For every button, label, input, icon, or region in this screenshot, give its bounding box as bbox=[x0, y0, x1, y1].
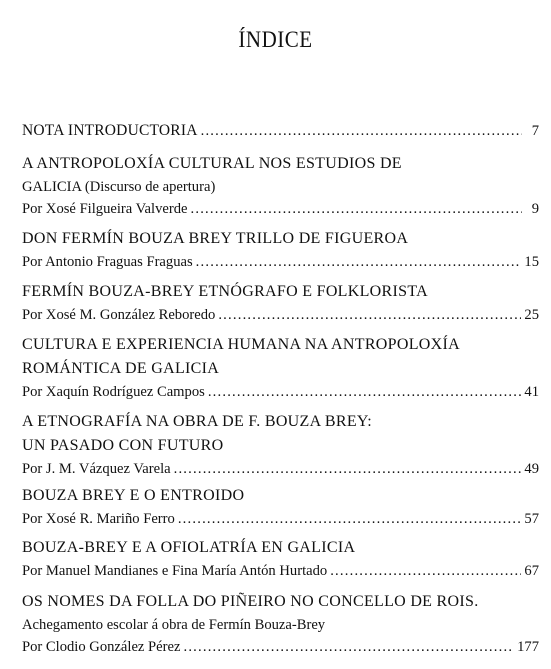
entry-title: NOTA INTRODUCTORIA bbox=[22, 122, 198, 139]
toc-entry bbox=[22, 536, 539, 582]
dot-leader bbox=[178, 508, 522, 530]
toc-entry bbox=[22, 227, 539, 273]
entry-author: Por J. M. Vázquez Varela bbox=[22, 461, 171, 477]
page-number: 57 bbox=[524, 511, 539, 527]
page-number: 25 bbox=[524, 307, 539, 323]
page-number: 15 bbox=[524, 254, 539, 270]
entry-title-line: A ETNOGRAFÍA NA OBRA DE F. BOUZA BREY: bbox=[22, 413, 373, 430]
dot-leader bbox=[196, 251, 522, 273]
entry-title-line: FERMÍN BOUZA-BREY ETNÓGRAFO E FOLKLORISTA bbox=[22, 283, 428, 300]
page-number: 41 bbox=[524, 384, 539, 400]
entry-author: Por Xosé Filgueira Valverde bbox=[22, 201, 188, 217]
page-number: 67 bbox=[524, 563, 539, 579]
entry-author: Por Xosé M. González Reboredo bbox=[22, 307, 216, 323]
page-number: 177 bbox=[517, 639, 539, 655]
entry-title-line: GALICIA (Discurso de apertura) bbox=[22, 179, 216, 195]
entry-title-line: UN PASADO CON FUTURO bbox=[22, 437, 224, 454]
entry-title-line: DON FERMÍN BOUZA BREY TRILLO DE FIGUEROA bbox=[22, 230, 409, 247]
page-number: 9 bbox=[531, 201, 539, 217]
dot-leader bbox=[174, 458, 522, 480]
page-number: 7 bbox=[531, 123, 539, 139]
entry-author: Por Xaquín Rodríguez Campos bbox=[22, 384, 205, 400]
entry-title-line: OS NOMES DA FOLLA DO PIÑEIRO NO CONCELLO DE ROIS. bbox=[22, 593, 479, 610]
entry-title-line: BOUZA-BREY E A OFIOLATRÍA EN GALICIA bbox=[22, 539, 356, 556]
dot-leader bbox=[218, 304, 521, 326]
entry-author: Por Xosé R. Mariño Ferro bbox=[22, 511, 175, 527]
dot-leader bbox=[201, 120, 522, 142]
entry-subtitle-line: Achegamento escolar á obra de Fermín Bouza-Brey bbox=[22, 617, 326, 633]
entry-author: Por Manuel Mandianes e Fina María Antón Hurtado bbox=[22, 563, 328, 579]
page-number: 49 bbox=[524, 461, 539, 477]
entry-title-line: BOUZA BREY E O ENTROIDO bbox=[22, 487, 245, 504]
entry-author: Por Antonio Fraguas Fraguas bbox=[22, 254, 193, 270]
toc-entry bbox=[22, 280, 539, 326]
dot-leader bbox=[191, 198, 523, 220]
dot-leader bbox=[208, 381, 522, 403]
toc-entry bbox=[22, 484, 539, 530]
entry-author: Por Clodio González Pérez bbox=[22, 639, 181, 655]
toc-entry bbox=[22, 152, 539, 220]
entry-title-line: A ANTROPOLOXÍA CULTURAL NOS ESTUDIOS DE bbox=[22, 155, 402, 172]
toc-entry bbox=[22, 120, 539, 142]
toc-entry bbox=[22, 410, 539, 480]
dot-leader bbox=[183, 636, 514, 658]
page-title: ÍNDICE bbox=[238, 25, 313, 53]
entry-title-line: CULTURA E EXPERIENCIA HUMANA NA ANTROPOLOXÍA bbox=[22, 336, 460, 353]
entry-title-line: ROMÁNTICA DE GALICIA bbox=[22, 360, 220, 377]
toc-entry bbox=[22, 333, 539, 403]
dot-leader bbox=[330, 560, 521, 582]
toc-entry bbox=[22, 590, 539, 658]
